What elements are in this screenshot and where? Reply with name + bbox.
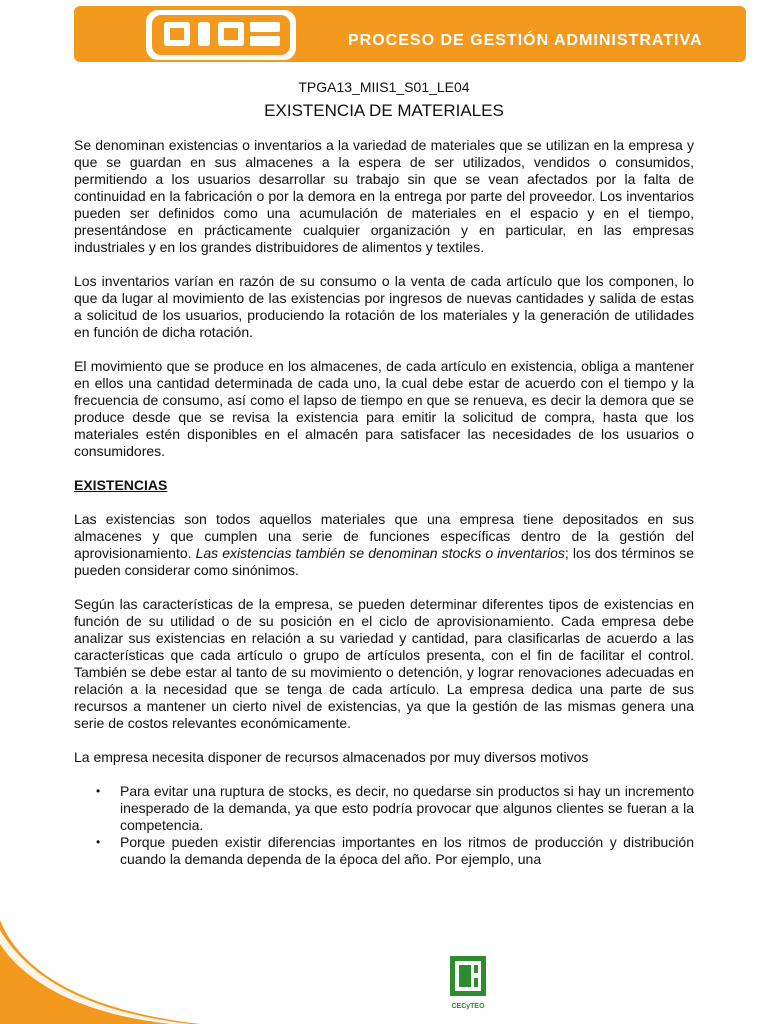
bullet-list [74, 783, 694, 868]
list-item-text: Para evitar una ruptura de stocks, es decir, no quedarse sin productos si hay un incremento inesperado de la demanda, ya que esto podría provocar que algunos clientes se fueran a la competencia. [120, 783, 694, 833]
list-item [96, 834, 694, 868]
document-body [74, 137, 694, 868]
logo-text: CECyTEO [451, 1003, 485, 1010]
section-heading: EXISTENCIAS [74, 477, 168, 493]
bullet-icon: • [96, 835, 101, 849]
paragraph-italic-text: Las existencias también se denominan stocks o inventarios [195, 545, 565, 561]
paragraph: Los inventarios varían en razón de su consumo o la venta de cada artículo que los componen, lo que da lugar al movimiento de las existencias por ingresos de nuevas cantidades y salida de estas a solicitud de los usuarios, produciendo la rotación de los materiales y la generación de utilidades en función de dicha rotación. [74, 273, 694, 340]
list-item-text: Porque pueden existir diferencias importantes en los ritmos de producción y distribución cuando la demanda dependa de la época del año. Por ejemplo, una [120, 834, 694, 867]
paragraph: Según las características de la empresa, se pueden determinar diferentes tipos de existencias en función de su utilidad o de su posición en el ciclo de aprovisionamiento. Cada empresa debe analizar sus existencias en relación a su variedad y cantidad, para clasificarlas de acuerdo a las características que cada artículo o grupo de artículos presenta, con el fin de facilitar el control. También se debe estar al tanto de su movimiento o detención, y lograr renovaciones adecuadas en relación a la necesidad que se tenga de cada artículo. La empresa dedica una parte de sus recursos a mantener un cierto nivel de existencias, ya que la gestión de las mismas genera una serie de costos relevantes económicamente. [74, 596, 694, 731]
header-title: PROCESO DE GESTIÓN ADMINISTRATIVA [348, 32, 703, 49]
paragraph-text: ; los dos términos se pueden considerar como sinónimos. [74, 545, 694, 578]
list-item [96, 783, 694, 834]
paragraph: La empresa necesita disponer de recursos almacenados por muy diversos motivos [74, 749, 589, 765]
bullet-icon: • [96, 784, 101, 798]
paragraph-text: Las existencias son todos aquellos materiales que una empresa tiene depositados en sus almacenes y que cumplen una serie de funciones específicas dentro de la gestión del aprovisionamiento. [74, 511, 694, 561]
document-code: TPGA13_MIIS1_S01_LE04 [298, 79, 470, 95]
header-band [74, 2, 746, 68]
corner-swoosh-decoration [0, 920, 200, 1024]
paragraph [74, 511, 694, 579]
document-title: EXISTENCIA DE MATERIALES [264, 101, 504, 120]
paragraph: El movimiento que se produce en los almacenes, de cada artículo en existencia, obliga a mantener en ellos una cantidad determinada de cada uno, la cual debe estar de acuerdo con el tiempo y la frecuencia de consumo, así como el lapso de tiempo en que se renueva, es decir la demora que se produce desde que se revisa la existencia para emitir la solicitud de compra, hasta que los materiales estén disponibles en el almacén para satisfacer las necesidades de los usuarios o consumidores. [74, 358, 694, 459]
paragraph: Se denominan existencias o inventarios a la variedad de materiales que se utilizan en la empresa y que se guardan en sus almacenes a la espera de ser utilizados, vendidos o consumidos, permitiendo a los usuarios desarrollar su trabajo sin que se vean afectados por la falta de continuidad en la fabricación o por la demora en la entrega por parte del proveedor. Los inventarios pueden ser definidos como una acumulación de materiales en el espacio y en el tiempo, presentándose en prácticamente cualquier organización y en particular, en las empresas industriales y en los grandes distribuidores de alimentos y textiles. [74, 137, 694, 255]
